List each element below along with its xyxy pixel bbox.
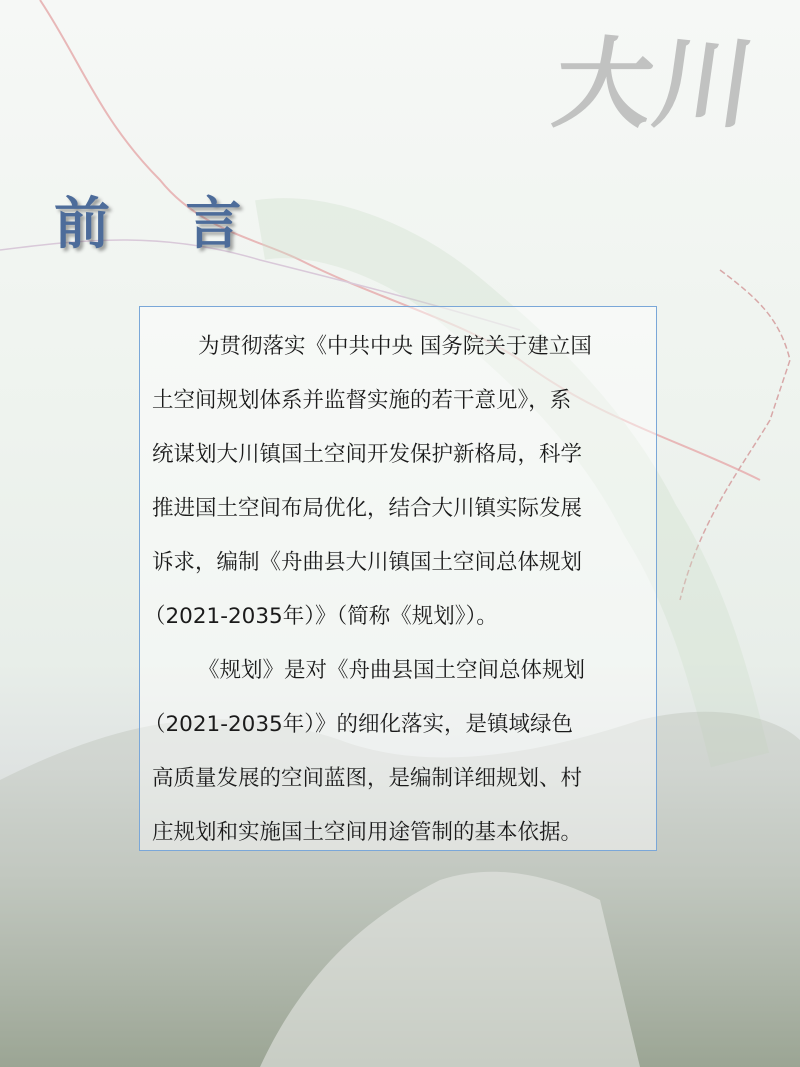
text-line: （2021-2035年）》的细化落实，是镇域绿色: [144, 712, 573, 737]
text-line: 庄规划和实施国土空间用途管制的基本依据。: [152, 820, 583, 845]
text-line: 统谋划大川镇国土空间开发保护新格局，科学: [152, 442, 583, 467]
preface-text-box: [139, 306, 657, 851]
text-line: 土空间规划体系并监督实施的若干意见》，系: [152, 388, 572, 413]
text-line: 高质量发展的空间蓝图，是编制详细规划、村: [152, 766, 583, 791]
text-line: 诉求，编制《舟曲县大川镇国土空间总体规划: [152, 550, 583, 575]
text-line: （2021-2035年）》（简称《规划》）。: [144, 604, 498, 629]
text-line: 为贯彻落实《中共中央 国务院关于建立国: [198, 334, 592, 359]
text-line: 《规划》是对《舟曲县国土空间总体规划: [198, 658, 586, 683]
page-title: 前 言: [54, 192, 270, 257]
town-name-watermark: 大川: [546, 27, 763, 142]
text-line: 推进国土空间布局优化，结合大川镇实际发展: [152, 496, 583, 521]
